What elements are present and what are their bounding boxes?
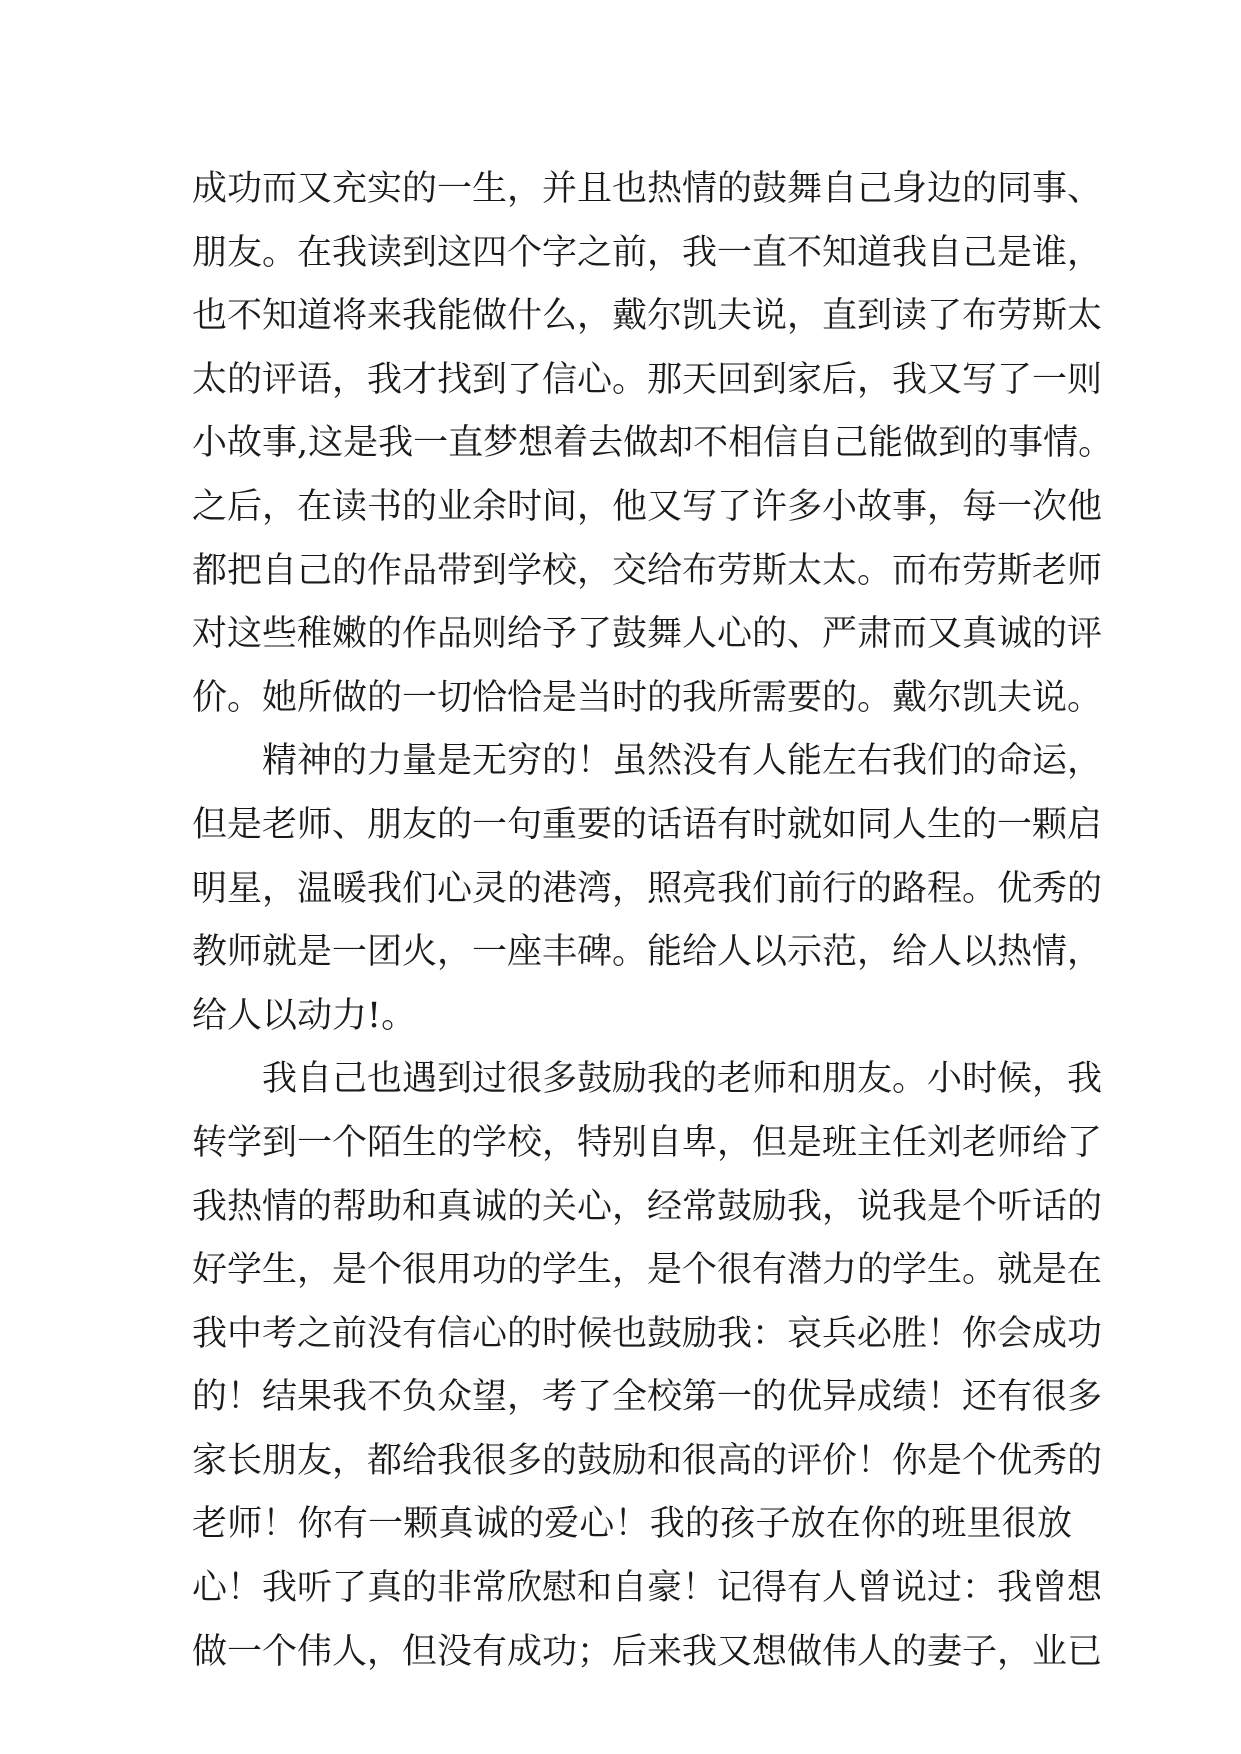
paragraph-first-line: 精神的力量是无穷的！虽然没有人能左右我们的命运，	[262, 741, 1103, 782]
text-line: 太的评语，我才找到了信心。那天回到家后，我又写了一则	[192, 359, 1103, 400]
text-line: 但是老师、朋友的一句重要的话语有时就如同人生的一颗启	[192, 804, 1103, 845]
paragraph-first-line: 我自己也遇到过很多鼓励我的老师和朋友。小时候，我	[262, 1059, 1103, 1100]
text-line: 我中考之前没有信心的时候也鼓励我：哀兵必胜！你会成功	[192, 1313, 1103, 1354]
text-line: 小故事,这是我一直梦想着去做却不相信自己能做到的事情。	[192, 423, 1114, 464]
text-line: 家长朋友，都给我很多的鼓励和很高的评价！你是个优秀的	[192, 1440, 1103, 1481]
text-line: 做一个伟人，但没有成功；后来我又想做伟人的妻子，业已	[192, 1631, 1103, 1672]
text-line: 心！我听了真的非常欣慰和自豪！记得有人曾说过：我曾想	[192, 1568, 1103, 1609]
text-line: 转学到一个陌生的学校，特别自卑，但是班主任刘老师给了	[192, 1122, 1103, 1163]
body-text	[192, 158, 1114, 1684]
text-line: 价。她所做的一切恰恰是当时的我所需要的。戴尔凯夫说。	[192, 677, 1103, 718]
text-line: 的！结果我不负众望，考了全校第一的优异成绩！还有很多	[192, 1377, 1103, 1418]
text-line: 好学生，是个很用功的学生，是个很有潜力的学生。就是在	[192, 1250, 1103, 1291]
text-line: 教师就是一团火，一座丰碑。能给人以示范，给人以热情，	[192, 932, 1103, 973]
text-line: 明星，温暖我们心灵的港湾，照亮我们前行的路程。优秀的	[192, 868, 1103, 909]
text-line: 都把自己的作品带到学校，交给布劳斯太太。而布劳斯老师	[192, 550, 1103, 591]
paragraph-last-line: 给人以动力!。	[192, 995, 417, 1036]
text-line: 我热情的帮助和真诚的关心，经常鼓励我，说我是个听话的	[192, 1186, 1103, 1227]
text-line: 之后，在读书的业余时间，他又写了许多小故事，每一次他	[192, 486, 1103, 527]
text-line: 对这些稚嫩的作品则给予了鼓舞人心的、严肃而又真诚的评	[192, 614, 1103, 655]
text-line: 朋友。在我读到这四个字之前，我一直不知道我自己是谁，	[192, 232, 1103, 273]
text-line: 老师！你有一颗真诚的爱心！我的孩子放在你的班里很放	[192, 1504, 1072, 1545]
text-line: 也不知道将来我能做什么，戴尔凯夫说，直到读了布劳斯太	[192, 296, 1103, 337]
text-line: 成功而又充实的一生，并且也热情的鼓舞自己身边的同事、	[192, 169, 1103, 209]
